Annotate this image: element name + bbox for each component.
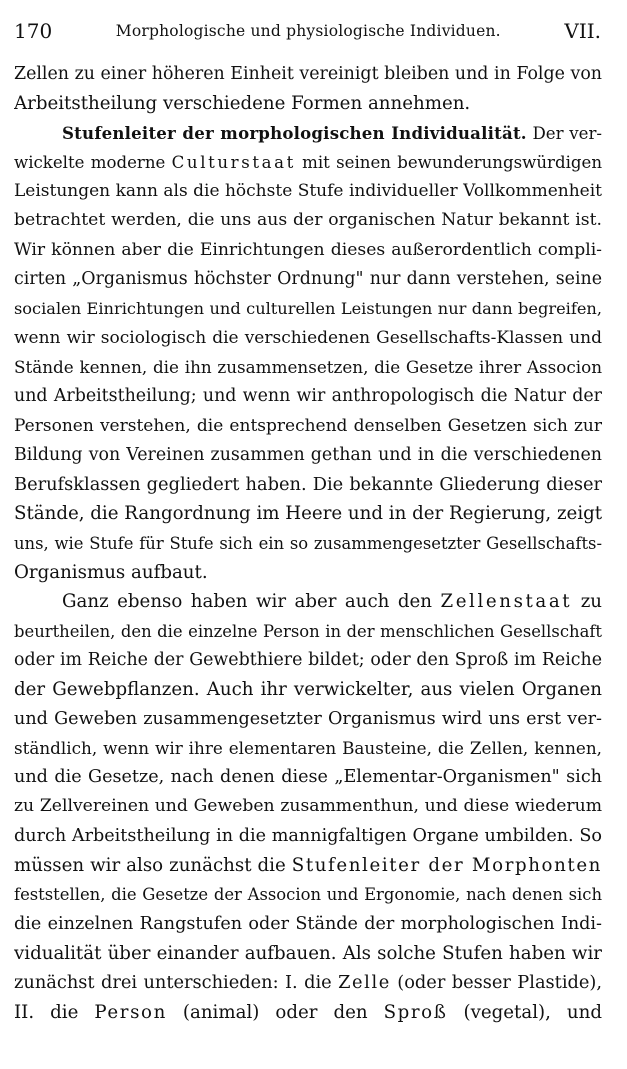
text-line: Stände kennen, die ihn zusammensetzen, die Gesetze ihrer Associon [14,356,602,377]
text-fragment: Ganz ebenso haben wir aber auch den [62,591,432,613]
body-text [14,60,602,1027]
text-line: und Arbeitstheilung; und wenn wir anthropologisch die Natur der [14,386,602,407]
emphasized-term: Culturstaat [171,152,296,172]
text-line: Zellen zu einer höheren Einheit vereinigt bleiben und in Folge von [14,64,602,84]
text-line: zu Zellvereinen und Geweben zusammenthun, und diese wiederum [14,796,602,817]
text-line: betrachtet werden, die uns aus der organischen Natur bekannt ist. [14,210,602,231]
running-title: Morphologische und physiologische Individuen. [115,22,501,40]
chapter-number: VII. [564,19,601,43]
section-heading-line [14,119,602,148]
text-line: und die Gesetze, nach denen diese „Elementar-Organismen" sich [14,767,602,788]
section-heading: Stufenleiter der morphologischen Individualität. [62,122,527,143]
text-line: Wir können aber die Einrichtungen dieses außerordentlich compli- [14,239,602,260]
text-line: Stände, die Rangordnung im Heere und in der Regierung, zeigt [14,503,602,525]
text-line: Leistungen kann als die höchste Stufe individueller Vollkommenheit [14,181,602,202]
text-line: durch Arbeitstheilung in die mannigfaltigen Organe umbilden. So [14,825,602,846]
text-line: oder im Reiche der Gewebthiere bildet; oder den Sproß im Reiche [14,649,602,670]
text-fragment: Der ver- [532,123,602,143]
emphasized-term: Stufenleiter der Morphonten [291,855,602,877]
text-line: Bildung von Vereinen zusammen gethan und in die verschiedenen [14,444,602,465]
text-line: vidualität über einander aufbauen. Als solche Stufen haben wir [14,942,602,964]
text-fragment: (vegetal), und [463,1001,602,1023]
page-header [14,16,601,46]
text-line: Arbeitstheilung verschiedene Formen annehmen. [14,93,471,115]
text-fragment: mit seinen bewunderungswürdigen [302,152,602,172]
text-line [14,851,602,880]
text-line: Berufsklassen gegliedert haben. Die bekannte Gliederung dieser [14,474,602,496]
text-line [14,587,602,616]
text-fragment: (animal) oder den [182,1001,368,1023]
text-line: der Gewebpflanzen. Auch ihr verwickelter, aus vielen Organen [14,679,602,701]
text-line: ständlich, wenn wir ihre elementaren Bausteine, die Zellen, kennen, [14,737,602,758]
text-line [14,998,602,1027]
emphasized-term: Zellenstaat [440,591,573,613]
text-line: socialen Einrichtungen und culturellen Leistungen nur dann begreifen, [14,299,602,319]
text-fragment: II. die [14,1001,79,1023]
text-line: beurtheilen, den die einzelne Person in der menschlichen Gesellschaft [14,621,602,641]
text-line: Organismus aufbaut. [14,562,208,584]
text-fragment: (oder besser Plastide), [397,972,602,994]
text-fragment: wickelte moderne [14,152,166,172]
text-line: wenn wir sociologisch die verschiedenen Gesellschafts-Klassen und [14,327,602,348]
text-line: und Geweben zusammengesetzter Organismus wird uns erst ver- [14,708,602,729]
text-line [14,148,602,177]
text-line: cirten „Organismus höchster Ordnung" nur dann verstehen, seine [14,269,602,290]
emphasized-term: Person [94,1001,167,1023]
text-line: uns, wie Stufe für Stufe sich ein so zusammengesetzter Gesellschafts- [14,533,602,553]
text-line: die einzelnen Rangstufen oder Stände der morphologischen Indi- [14,913,602,934]
text-line [14,968,602,997]
text-fragment: müssen wir also zunächst die [14,855,286,877]
emphasized-term: Sproß [383,1001,448,1023]
text-fragment: zunächst drei unterschieden: I. die [14,972,332,994]
page-number: 170 [14,19,53,43]
text-fragment: zu [580,591,602,613]
text-line: feststellen, die Gesetze der Associon und Ergonomie, nach denen sich [14,885,602,905]
text-line: Personen verstehen, die entsprechend denselben Gesetzen sich zur [14,415,602,436]
emphasized-term: Zelle [338,972,391,994]
